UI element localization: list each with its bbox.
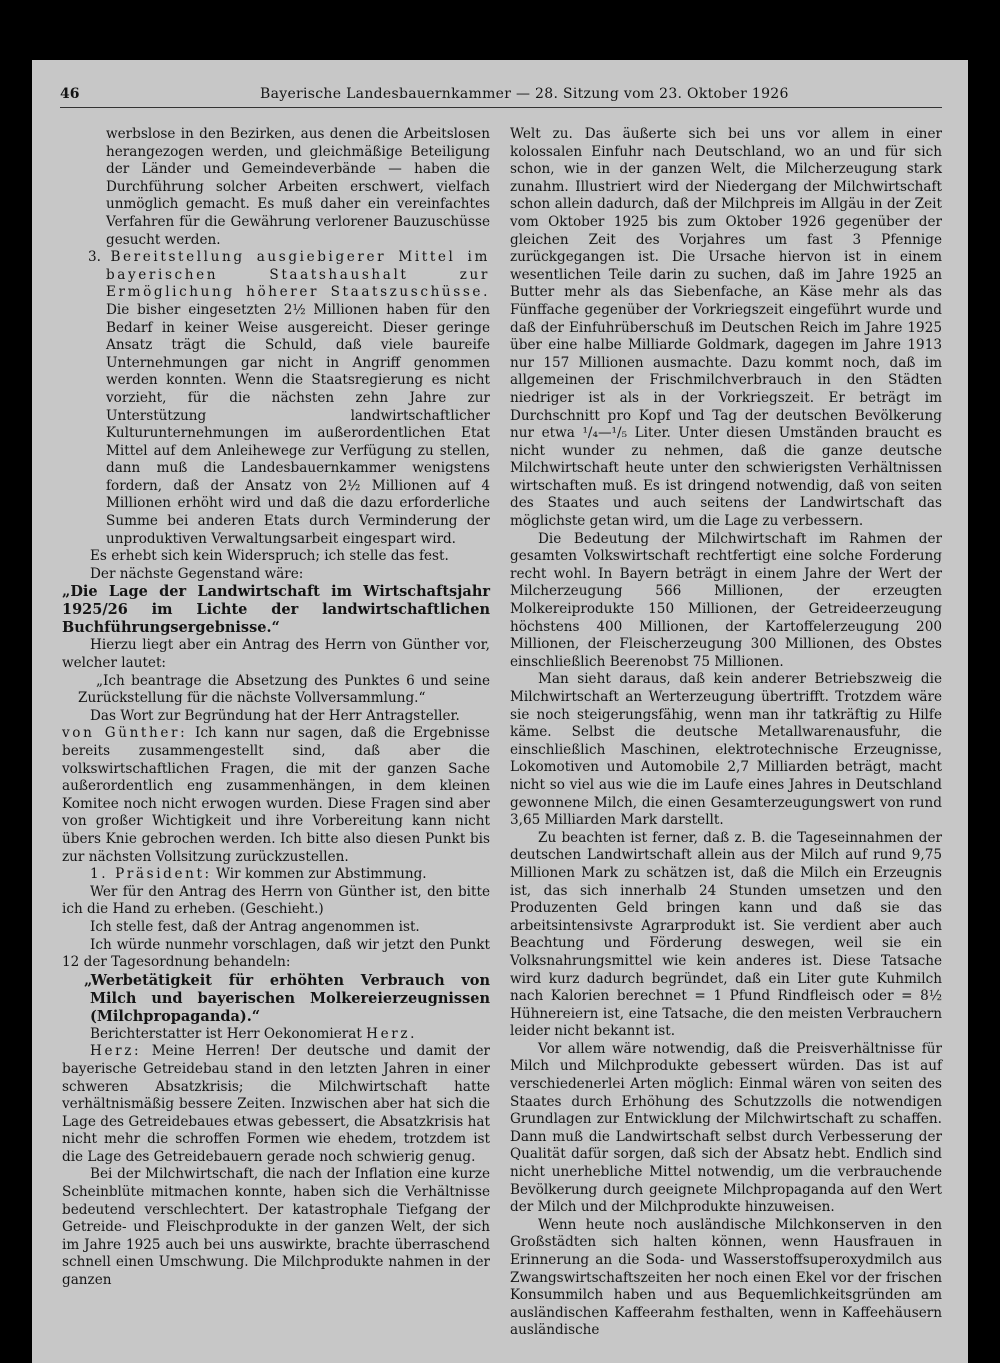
header-rule xyxy=(60,107,942,108)
paragraph-text: Berichterstatter ist Herr Oekonomierat xyxy=(90,1025,362,1042)
speech-text: Wir kommen zur Abstimmung. xyxy=(216,866,427,883)
paragraph: Es erhebt sich kein Widerspruch; ich stelle das fest. xyxy=(90,548,449,565)
paragraph: Ich würde nunmehr vorschlagen, daß wir jetzt den Punkt 12 der Tagesordnung behandeln: xyxy=(62,936,490,971)
agenda-heading: „Die Lage der Landwirtschaft im Wirtschaftsjahr 1925/26 im Lichte der landwirtschaftlichen Buchführungsergebnisse.“ xyxy=(62,583,490,637)
paragraph: Welt zu. Das äußerte sich bei uns vor allem in einer kolossalen Einfuhr nach Deutschland, wo an und für sich schon, wie in der ganzen Welt, die Milcherzeugung stark zunahm. Illustriert wird der Niedergang der Milchwirtschaft schon allein dadurch, daß der Milchpreis im Allgäu in der Zeit vom Oktober 1925 bis zum Oktober 1926 gegenüber der gleichen Zeit des Vorjahres um fast 3 Pfennige zurückgegangen ist. Die Ursache hiervon ist in einem wesentlichen Teile darin zu suchen, daß im Jahre 1925 an Butter mehr als das Siebenfache, an Käse mehr als das Fünffache gegenüber der Vorkriegszeit eingeführt wurde und daß der Einfuhrüberschuß im Deutschen Reich im Jahre 1925 über eine halbe Milliarde Goldmark, dagegen im Jahre 1913 nur 157 Millionen ausmachte. Dazu kommt noch, daß im allgemeinen der Frischmilchverbrauch in den Städten niedriger ist als in der Vorkriegszeit. Er beträgt im Durchschnitt pro Kopf und Tag der deutschen Bevölkerung nur etwa ¹/₄—¹/₅ Liter. Unter diesen Umständen braucht es nicht wunder zu nehmen, daß die ganze deutsche Milchwirtschaft heute unter den schwierigsten Verhältnissen wirtschaften muß. Es ist dringend notwendig, daß von seiten des Staates und auch seitens der Landwirtschaft das möglichste getan wird, um die Lage zu verbessern. xyxy=(510,126,942,530)
paragraph: Die Bedeutung der Milchwirtschaft im Rahmen der gesamten Volkswirtschaft rechtfertigt eine solche Forderung recht wohl. In Bayern beträgt in einem Jahre der Wert der Milcherzeugung 566 Millionen, der erzeugten Molkereiprodukte 150 Millionen, der Getreideerzeugung höchstens 400 Millionen, der Kartoffelerzeugung 200 Millionen, der Fleischerzeugung 300 Millionen, des Obstes einschließlich Beerenobst 75 Millionen. xyxy=(510,530,942,670)
paragraph: Hierzu liegt aber ein Antrag des Herrn von Günther vor, welcher lautet: xyxy=(62,637,490,672)
left-column xyxy=(62,126,490,1290)
spaced-emphasis: Bereitstellung ausgiebigerer Mittel im bayerischen Staatshaushalt zur Ermöglichung höherer Staatszuschüsse. xyxy=(106,249,490,301)
speaker-name: Herz. xyxy=(366,1025,418,1042)
speaker-name: Herz: xyxy=(90,1043,142,1060)
speaker-name: 1. Präsident: xyxy=(90,866,212,883)
motion-quote: „Ich beantrage die Absetzung des Punktes 6 und seine Zurückstellung für die nächste Vollversammlung.“ xyxy=(78,672,490,707)
speaker-name: von Günther: xyxy=(62,725,188,742)
speech-text: Meine Herren! Der deutsche und damit der bayerische Getreidebau stand in den letzten Jahren in einer schweren Absatzkrisis; die Milchwirtschaft hatte verhältnismäßig bessere Zeiten. Inzwischen aber hat sich die Lage des Getreidebaues etwas gebessert, die Absatzkrisis hat nicht mehr die schroffen Formen wie ehedem, trotzdem ist die Lage des Getreidebauern gerade noch schwierig genug. xyxy=(62,1043,490,1165)
paragraph: Wer für den Antrag des Herrn von Günther ist, den bitte ich die Hand zu erheben. (Geschieht.) xyxy=(62,883,490,918)
speech xyxy=(62,725,490,866)
paragraph: Das Wort zur Begründung hat der Herr Antragsteller. xyxy=(90,707,460,724)
paragraph xyxy=(62,1026,490,1044)
paragraph: Wenn heute noch ausländische Milchkonserven in den Großstädten sich halten können, wenn Hausfrauen in Erinnerung an die Soda- und Wasserstoffsuperoxydmilch aus Zwangswirtschaftszeiten her noch einen Ekel vor der frischen Konsummilch haben und aus Bequemlichkeitsgründen am ausländischen Kaffeerahm festhalten, wenn in Kaffeehäusern ausländische xyxy=(510,1216,942,1339)
speech-text: Ich kann nur sagen, daß die Ergebnisse bereits zusammengestellt sind, daß aber die volkswirtschaftlichen Fragen, die mit der ganzen Sache außerordentlich eng zusammenhängen, in dem kleinen Komitee noch nicht erwogen wurden. Diese Fragen sind aber von großer Wichtigkeit und ihre Vorbereitung kann nicht übers Knie gebrochen werden. Ich bitte also diesen Punkt bis zur nächsten Vollsitzung zurückzustellen. xyxy=(62,725,490,865)
speech xyxy=(62,1043,490,1166)
running-header xyxy=(60,83,940,105)
paragraph: werbslose in den Bezirken, aus denen die Arbeitslosen herangezogen werden, und gleichmäßige Beteiligung der Länder und Gemeindeverbände — haben die Durchführung solcher Arbeiten erschwert, vielfach unmöglich gemacht. Es muß daher ein vereinfachtes Verfahren für die Gewährung verlorener Bauzuschüsse gesucht werden. xyxy=(106,126,490,248)
numbered-paragraph xyxy=(62,249,490,548)
paragraph: Zu beachten ist ferner, daß z. B. die Tageseinnahmen der deutschen Landwirtschaft allein aus der Milch auf rund 9,75 Millionen Mark zu schätzen ist, daß die Milch ein Erzeugnis ist, das sich innerhalb 24 Stunden umsetzen und den Produzenten Geld bringen kann und daß sie das arbeitsintensivste Agrarprodukt ist. Sie verdient aber auch Beachtung und Förderung deswegen, weil sie ein Volksnahrungsmittel wie kein anderes ist. Diese Tatsache wird kurz dadurch begründet, daß ein Liter gute Kuhmilch nach Kalorien berechnet = 1 Pfund Rindfleisch oder = 8½ Hühnereiern ist, eine Tatsache, die den meisten Verbrauchern leider nicht bekannt ist. xyxy=(510,829,942,1040)
paragraph-text: Die bisher eingesetzten 2½ Millionen haben für den Bedarf in keiner Weise ausgereicht. Dieser geringe Ansatz trägt die Schuld, daß viele baureife Unternehmungen gar nicht in Angriff genommen werden konnten. Wenn die Staatsregierung es nicht vorzieht, für die nächsten zehn Jahre zur Unterstützung landwirtschaftlicher Kulturunternehmungen im außerordentlichen Etat Mittel auf dem Anleihewege zur Verfügung zu stellen, dann muß die Landesbauernkammer wenigstens fordern, daß der Ansatz von 2½ Millionen auf 4 Millionen erhöht wird und daß die dazu erforderliche Summe bei anderen Etats durch Verminderung der unproduktiven Verwaltungsarbeit eingespart wird. xyxy=(106,301,490,547)
paragraph: Man sieht daraus, daß kein anderer Betriebszweig die Milchwirtschaft an Werterzeugung übertrifft. Trotzdem wäre sie noch steigerungsfähig, wenn man ihr tatkräftig zu Hilfe käme. Selbst die deutsche Metallwarenausfuhr, die einschließlich Maschinen, elektrotechnische Erzeugnisse, Lokomotiven und Automobile 2,7 Milliarden beträgt, macht nicht so viel aus wie die im Laufe eines Jahres in Deutschland gewonnene Milch, die einen Gesamterzeugungswert von rund 3,65 Milliarden Mark darstellt. xyxy=(510,671,942,829)
paragraph: Der nächste Gegenstand wäre: xyxy=(90,565,304,582)
right-column xyxy=(510,126,942,1340)
paragraph: Ich stelle fest, daß der Antrag angenommen ist. xyxy=(90,918,420,935)
item-number: 3. xyxy=(88,249,101,266)
speech xyxy=(62,866,490,884)
page-number: 46 xyxy=(60,86,80,102)
running-title: Bayerische Landesbauernkammer — 28. Sitzung vom 23. Oktober 1926 xyxy=(260,86,789,102)
agenda-heading: „Werbetätigkeit für erhöhten Verbrauch von Milch und bayerischen Molkereierzeugnissen (Milchpropaganda).“ xyxy=(84,971,490,1025)
paragraph: Bei der Milchwirtschaft, die nach der Inflation eine kurze Scheinblüte mitmachen konnte, haben sich die Verhältnisse bedeutend verschlechtert. Der katastrophale Tiefgang der Getreide- und Fleischprodukte in der ganzen Welt, der sich im Jahre 1925 auch bei uns auswirkte, brachte überraschend schnell einen Umschwung. Die Milchprodukte nahmen in der ganzen xyxy=(62,1166,490,1289)
paragraph: Vor allem wäre notwendig, daß die Preisverhältnisse für Milch und Milchprodukte gebessert würden. Das ist auf verschiedenerlei Arten möglich: Einmal wären von seiten des Staates durch Erhöhung des Schutzzolls die notwendigen Grundlagen zur Entwicklung der Milchwirtschaft zu schaffen. Dann muß die Landwirtschaft selbst durch Verbesserung der Qualität dafür sorgen, daß sich der Absatz hebt. Endlich sind nicht unerhebliche Mittel notwendig, um die verbrauchende Bevölkerung durch geeignete Milchpropaganda auf den Wert der Milch und der Milchprodukte hinzuweisen. xyxy=(510,1040,942,1216)
